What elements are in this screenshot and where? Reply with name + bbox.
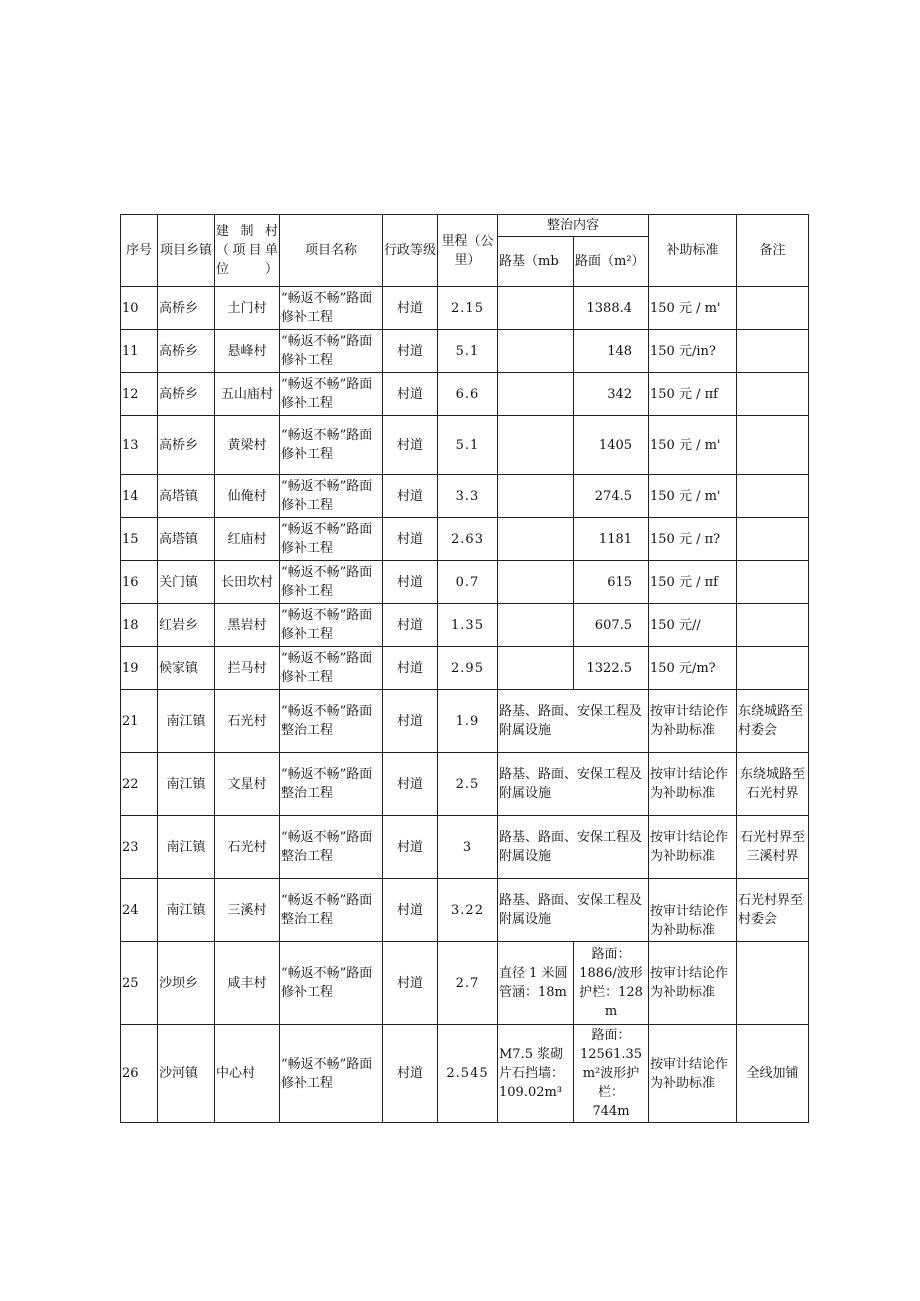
cell-subsidy: 按审计结论作为补助标准 (649, 753, 737, 816)
cell-remark: 石光村界至三溪村界 (737, 816, 809, 879)
table-row (121, 879, 809, 942)
cell-roadbed: M7.5 浆砌片石挡墙：109.02m³ (498, 1025, 574, 1123)
cell-village: 五山庙村 (215, 373, 280, 416)
cell-township: 沙河镇 (158, 1025, 215, 1123)
cell-roadbed: 直径 1 米圆管涵：18m (498, 942, 574, 1025)
table-row (121, 561, 809, 604)
table-row (121, 475, 809, 518)
cell-roadbed (498, 475, 574, 518)
cell-level: 村道 (383, 373, 438, 416)
cell-subsidy: 150 元 / πf (649, 561, 737, 604)
cell-township: 高桥乡 (158, 416, 215, 475)
cell-mileage: 2.95 (438, 647, 498, 690)
cell-mileage: 3 (438, 816, 498, 879)
cell-project: “畅返不畅”路面修补工程 (280, 287, 383, 330)
cell-mileage: 1.9 (438, 690, 498, 753)
cell-level: 村道 (383, 753, 438, 816)
cell-township: 高桥乡 (158, 373, 215, 416)
cell-project: “畅返不畅”路面整治工程 (280, 690, 383, 753)
cell-roadbed (498, 647, 574, 690)
cell-roadbed (498, 287, 574, 330)
cell-mileage: 2.15 (438, 287, 498, 330)
cell-seq: 14 (121, 475, 158, 518)
cell-level: 村道 (383, 647, 438, 690)
cell-township: 沙坝乡 (158, 942, 215, 1025)
table-row (121, 753, 809, 816)
cell-township: 红岩乡 (158, 604, 215, 647)
header-project: 项目名称 (280, 215, 383, 287)
cell-mileage: 0.7 (438, 561, 498, 604)
cell-roadbed (498, 518, 574, 561)
cell-remark (737, 287, 809, 330)
cell-village: 长田坎村 (215, 561, 280, 604)
cell-mileage: 5.1 (438, 330, 498, 373)
pavement-value: 12561.35m²波形护栏： (579, 1047, 643, 1100)
table-row (121, 942, 809, 1025)
cell-level: 村道 (383, 942, 438, 1025)
cell-roadbed (498, 373, 574, 416)
table-row (121, 1025, 809, 1123)
cell-mileage: 6.6 (438, 373, 498, 416)
cell-pavement (574, 942, 649, 1025)
cell-level: 村道 (383, 816, 438, 879)
cell-project: “畅返不畅”路面整治工程 (280, 816, 383, 879)
cell-mileage: 1.35 (438, 604, 498, 647)
cell-project: “畅返不畅”路面修补工程 (280, 1025, 383, 1123)
cell-subsidy: 150 元 / π? (649, 518, 737, 561)
cell-seq: 23 (121, 816, 158, 879)
header-pavement: 路面（m²） (574, 237, 649, 287)
cell-subsidy: 按审计结论作为补助标准 (649, 879, 737, 942)
cell-project: “畅返不畅”路面修补工程 (280, 373, 383, 416)
pavement-extra: 744m (592, 1104, 630, 1119)
cell-mileage: 2.545 (438, 1025, 498, 1123)
cell-seq: 21 (121, 690, 158, 753)
cell-village: 拦马村 (215, 647, 280, 690)
cell-pavement: 1388.4 (574, 287, 649, 330)
cell-township: 南江镇 (158, 879, 215, 942)
cell-subsidy: 按审计结论作为补助标准 (649, 942, 737, 1025)
pavement-value: 1886/波形护栏：128m (579, 966, 643, 1019)
cell-remark (737, 416, 809, 475)
cell-pavement: 274.5 (574, 475, 649, 518)
cell-project: “畅返不畅”路面修补工程 (280, 330, 383, 373)
header-remark: 备注 (737, 215, 809, 287)
header-village: 建制村（项目单位） (215, 215, 280, 287)
table-row (121, 690, 809, 753)
table-row (121, 287, 809, 330)
cell-remark (737, 373, 809, 416)
cell-roadbed (498, 561, 574, 604)
header-content: 整治内容 (498, 215, 649, 237)
cell-seq: 16 (121, 561, 158, 604)
cell-seq: 22 (121, 753, 158, 816)
cell-township: 南江镇 (158, 816, 215, 879)
cell-mileage: 2.7 (438, 942, 498, 1025)
cell-content: 路基、路面、安保工程及附属设施 (498, 753, 649, 816)
cell-level: 村道 (383, 287, 438, 330)
cell-township: 南江镇 (158, 753, 215, 816)
cell-project: “畅返不畅”路面修补工程 (280, 604, 383, 647)
cell-roadbed (498, 416, 574, 475)
cell-village: 石光村 (215, 816, 280, 879)
cell-village: 黑岩村 (215, 604, 280, 647)
cell-township: 高桥乡 (158, 330, 215, 373)
cell-project: “畅返不畅”路面修补工程 (280, 475, 383, 518)
cell-level: 村道 (383, 518, 438, 561)
project-table (120, 214, 809, 1123)
cell-remark (737, 561, 809, 604)
cell-remark: 石光村界至村委会 (737, 879, 809, 942)
cell-township: 高桥乡 (158, 287, 215, 330)
cell-mileage: 3.3 (438, 475, 498, 518)
cell-village: 中心村 (215, 1025, 280, 1123)
table-row (121, 416, 809, 475)
cell-project: “畅返不畅”路面修补工程 (280, 561, 383, 604)
cell-township: 关门镇 (158, 561, 215, 604)
cell-pavement: 615 (574, 561, 649, 604)
cell-remark (737, 330, 809, 373)
cell-level: 村道 (383, 416, 438, 475)
cell-subsidy: 按审计结论作为补助标准 (649, 816, 737, 879)
table-row (121, 816, 809, 879)
cell-remark (737, 647, 809, 690)
cell-project: “畅返不畅”路面整治工程 (280, 753, 383, 816)
cell-village: 文星村 (215, 753, 280, 816)
header-mileage: 里程（公里） (438, 215, 498, 287)
cell-remark (737, 518, 809, 561)
cell-village: 土门村 (215, 287, 280, 330)
cell-subsidy: 150 元 / m' (649, 416, 737, 475)
cell-village: 黄梁村 (215, 416, 280, 475)
cell-content: 路基、路面、安保工程及附属设施 (498, 816, 649, 879)
table-row (121, 604, 809, 647)
header-subsidy: 补助标准 (649, 215, 737, 287)
cell-subsidy: 按审计结论作为补助标准 (649, 690, 737, 753)
cell-project: “畅返不畅”路面修补工程 (280, 647, 383, 690)
cell-mileage: 2.5 (438, 753, 498, 816)
cell-content: 路基、路面、安保工程及附属设施 (498, 690, 649, 753)
cell-roadbed (498, 604, 574, 647)
cell-township: 高塔镇 (158, 475, 215, 518)
cell-seq: 12 (121, 373, 158, 416)
cell-remark: 东绕城路至石光村界 (737, 753, 809, 816)
cell-seq: 25 (121, 942, 158, 1025)
cell-content: 路基、路面、安保工程及附属设施 (498, 879, 649, 942)
cell-village: 三溪村 (215, 879, 280, 942)
cell-level: 村道 (383, 1025, 438, 1123)
cell-seq: 13 (121, 416, 158, 475)
table-row (121, 373, 809, 416)
cell-remark: 东绕城路至村委会 (737, 690, 809, 753)
cell-pavement: 1322.5 (574, 647, 649, 690)
cell-project: “畅返不畅”路面整治工程 (280, 879, 383, 942)
cell-subsidy: 150 元 / m' (649, 287, 737, 330)
cell-seq: 10 (121, 287, 158, 330)
cell-level: 村道 (383, 879, 438, 942)
header-admin-level: 行政等级 (383, 215, 438, 287)
cell-remark (737, 604, 809, 647)
cell-subsidy: 150 元// (649, 604, 737, 647)
cell-subsidy: 150 元 / m' (649, 475, 737, 518)
cell-township: 高塔镇 (158, 518, 215, 561)
cell-village: 石光村 (215, 690, 280, 753)
cell-project: “畅返不畅”路面修补工程 (280, 416, 383, 475)
cell-level: 村道 (383, 475, 438, 518)
cell-seq: 26 (121, 1025, 158, 1123)
table-row (121, 647, 809, 690)
header-seq: 序号 (121, 215, 158, 287)
pavement-label: 路面： (591, 947, 631, 962)
cell-township: 候家镇 (158, 647, 215, 690)
cell-level: 村道 (383, 561, 438, 604)
cell-subsidy: 150 元 / πf (649, 373, 737, 416)
cell-village: 咸丰村 (215, 942, 280, 1025)
cell-level: 村道 (383, 330, 438, 373)
cell-pavement: 1181 (574, 518, 649, 561)
cell-roadbed (498, 330, 574, 373)
cell-seq: 11 (121, 330, 158, 373)
cell-level: 村道 (383, 690, 438, 753)
header-township: 项目乡镇 (158, 215, 215, 287)
cell-pavement (574, 1025, 649, 1123)
cell-township: 南江镇 (158, 690, 215, 753)
cell-mileage: 5.1 (438, 416, 498, 475)
cell-mileage: 3.22 (438, 879, 498, 942)
header-roadbed: 路基（mb (498, 237, 574, 287)
pavement-label: 路面： (591, 1028, 631, 1043)
cell-subsidy: 按审计结论作为补助标准 (649, 1025, 737, 1123)
cell-pavement: 148 (574, 330, 649, 373)
cell-project: “畅返不畅”路面修补工程 (280, 942, 383, 1025)
cell-pavement: 607.5 (574, 604, 649, 647)
cell-mileage: 2.63 (438, 518, 498, 561)
cell-village: 仙俺村 (215, 475, 280, 518)
cell-project: “畅返不畅”路面修补工程 (280, 518, 383, 561)
cell-village: 悬峰村 (215, 330, 280, 373)
table-row (121, 518, 809, 561)
cell-pavement: 342 (574, 373, 649, 416)
cell-pavement: 1405 (574, 416, 649, 475)
cell-seq: 19 (121, 647, 158, 690)
cell-seq: 18 (121, 604, 158, 647)
cell-remark: 全线加铺 (737, 1025, 809, 1123)
cell-seq: 15 (121, 518, 158, 561)
cell-level: 村道 (383, 604, 438, 647)
cell-subsidy: 150 元/m? (649, 647, 737, 690)
cell-village: 红庙村 (215, 518, 280, 561)
table-row (121, 330, 809, 373)
cell-remark (737, 475, 809, 518)
cell-seq: 24 (121, 879, 158, 942)
cell-subsidy: 150 元/in? (649, 330, 737, 373)
cell-remark (737, 942, 809, 1025)
